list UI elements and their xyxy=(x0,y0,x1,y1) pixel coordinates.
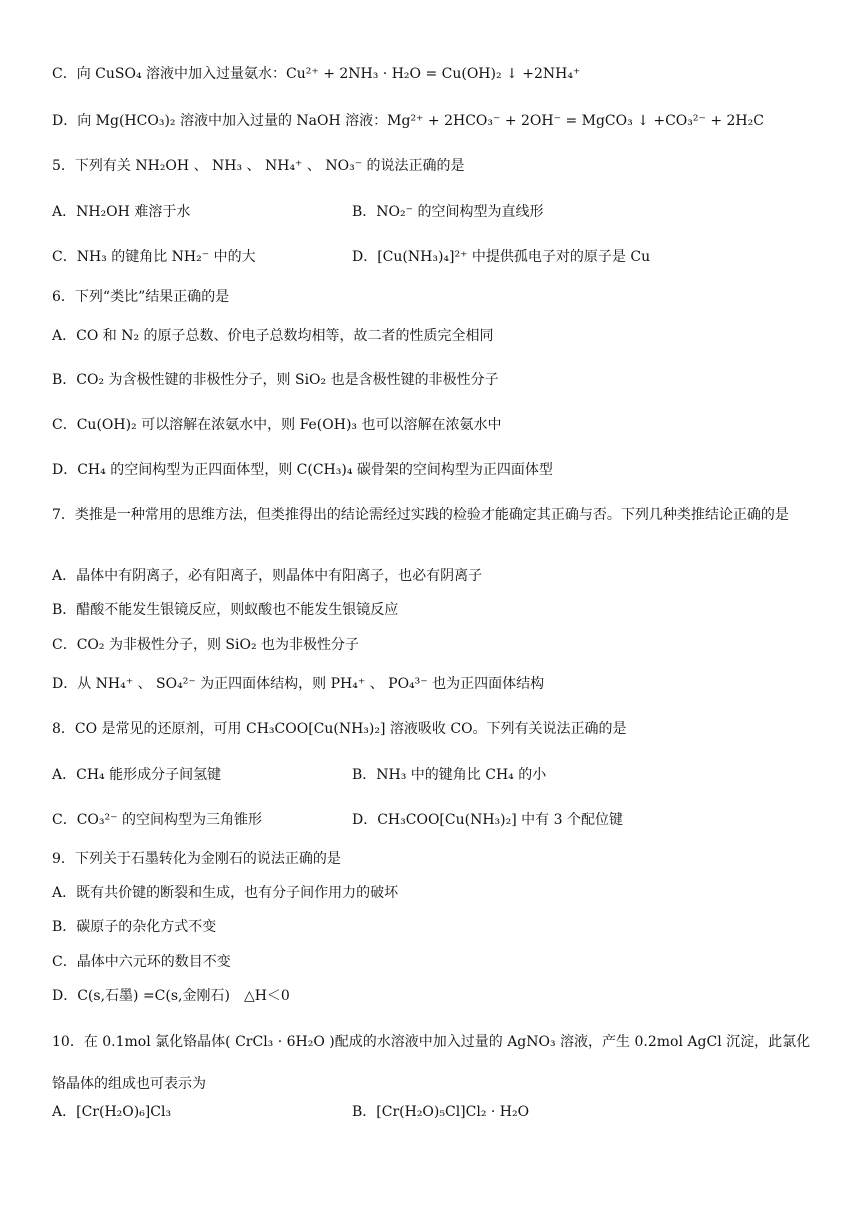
q10-option-b: B．[Cr(H₂O)₅Cl]Cl₂ · H₂O xyxy=(352,1104,530,1120)
q6-option-d: D．CH₄ 的空间构型为正四面体型，则 C(CH₃)₄ 碳骨架的空间构型为正四面体型 xyxy=(52,462,553,478)
q9-option-d: D．C(s,石墨) =C(s,金刚石) △H＜0 xyxy=(52,988,290,1004)
q7-option-b: B．醋酸不能发生银镜反应，则蚁酸也不能发生银镜反应 xyxy=(52,602,399,618)
question-5-stem: 5．下列有关 NH₂OH 、 NH₃ 、 NH₄⁺ 、 NO₃⁻ 的说法正确的是 xyxy=(52,158,465,174)
q6-option-b: B．CO₂ 为含极性键的非极性分子，则 SiO₂ 也是含极性键的非极性分子 xyxy=(52,372,499,388)
q5-option-a: A．NH₂OH 难溶于水 xyxy=(52,204,191,220)
q6-option-c: C．Cu(OH)₂ 可以溶解在浓氨水中，则 Fe(OH)₃ 也可以溶解在浓氨水中 xyxy=(52,417,502,433)
q10-option-a: A．[Cr(H₂O)₆]Cl₃ xyxy=(52,1104,172,1120)
q7-option-c: C．CO₂ 为非极性分子，则 SiO₂ 也为非极性分子 xyxy=(52,637,360,653)
q7-option-d: D．从 NH₄⁺ 、 SO₄²⁻ 为正四面体结构，则 PH₄⁺ 、 PO₄³⁻ 也为正四面体结构 xyxy=(52,676,545,692)
question-7-stem: 7．类推是一种常用的思维方法，但类推得出的结论需经过实践的检验才能确定其正确与否。下列几种类推结论正确的是 xyxy=(52,507,789,523)
q6-option-a: A．CO 和 N₂ 的原子总数、价电子总数均相等，故二者的性质完全相同 xyxy=(52,328,494,344)
question-9-stem: 9．下列关于石墨转化为金刚石的说法正确的是 xyxy=(52,851,341,867)
q9-option-b: B．碳原子的杂化方式不变 xyxy=(52,919,217,935)
q5-option-b: B．NO₂⁻ 的空间构型为直线形 xyxy=(352,204,544,220)
question-8-stem: 8．CO 是常见的还原剂，可用 CH₃COO[Cu(NH₃)₂] 溶液吸收 CO。下列有关说法正确的是 xyxy=(52,721,627,737)
q5-option-d: D．[Cu(NH₃)₄]²⁺ 中提供孤电子对的原子是 Cu xyxy=(352,249,651,265)
q7-option-a: A．晶体中有阴离子，必有阳离子，则晶体中有阳离子，也必有阴离子 xyxy=(52,568,483,584)
q8-option-b: B．NH₃ 中的键角比 CH₄ 的小 xyxy=(352,767,547,783)
q9-option-a: A．既有共价键的断裂和生成，也有分子间作用力的破坏 xyxy=(52,885,399,901)
question-6-stem: 6．下列“类比”结果正确的是 xyxy=(52,289,230,305)
q8-option-a: A．CH₄ 能形成分子间氢键 xyxy=(52,767,222,783)
q4-option-c: C．向 CuSO₄ 溶液中加入过量氨水：Cu²⁺ + 2NH₃ · H₂O = Cu(OH)₂ ↓ +2NH₄⁺ xyxy=(52,66,581,82)
q8-option-c: C．CO₃²⁻ 的空间构型为三角锥形 xyxy=(52,812,262,828)
q9-option-c: C．晶体中六元环的数目不变 xyxy=(52,954,231,970)
q4-option-d: D．向 Mg(HCO₃)₂ 溶液中加入过量的 NaOH 溶液：Mg²⁺ + 2HCO₃⁻ + 2OH⁻ = MgCO₃ ↓ +CO₃²⁻ + 2H₂C xyxy=(52,113,764,129)
q5-option-c: C．NH₃ 的键角比 NH₂⁻ 中的大 xyxy=(52,249,256,265)
question-10-stem: 10．在 0.1mol 氯化铬晶体( CrCl₃ · 6H₂O )配成的水溶液中加入过量的 AgNO₃ 溶液，产生 0.2mol AgCl 沉淀，此氯化铬晶体的组成也可表示为 xyxy=(52,1034,811,1092)
q8-option-d: D．CH₃COO[Cu(NH₃)₂] 中有 3 个配位键 xyxy=(352,812,623,828)
